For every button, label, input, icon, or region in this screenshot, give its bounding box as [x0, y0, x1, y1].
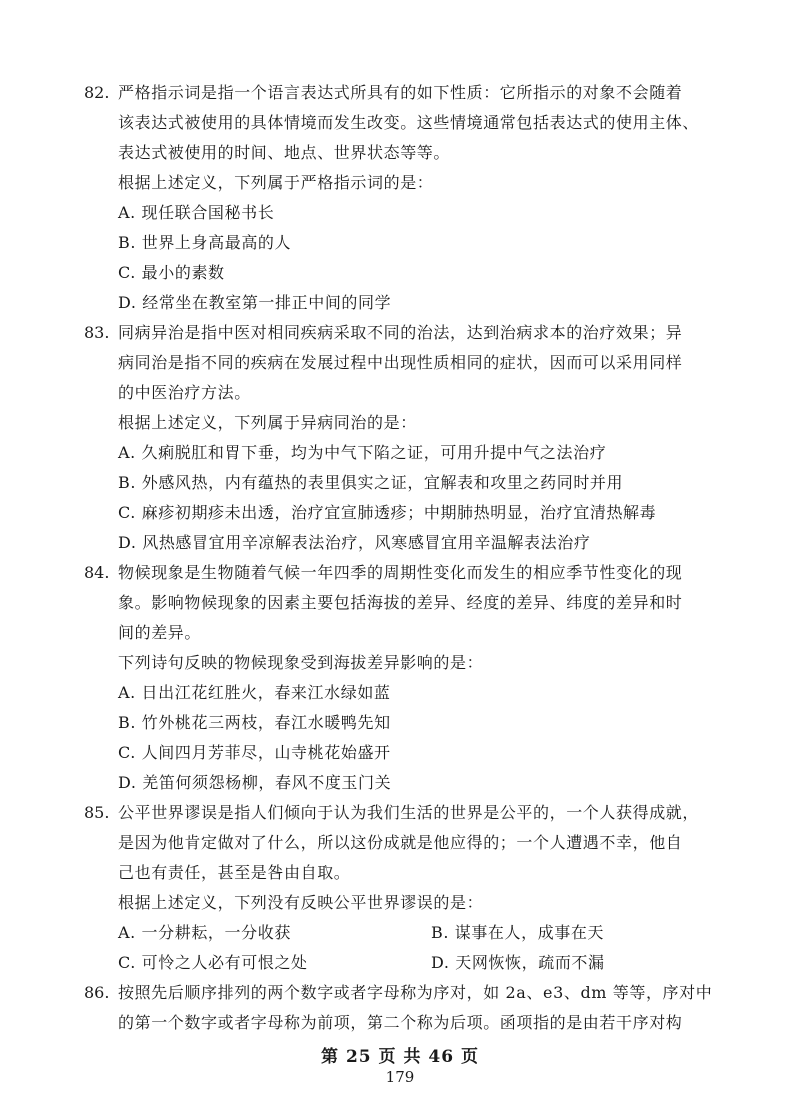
question-82-option-d: D. 经常坐在教室第一排正中间的同学: [118, 293, 392, 312]
question-82-prompt: 根据上述定义，下列属于严格指示词的是：: [118, 173, 434, 192]
question-84-option-b: B. 竹外桃花三两枝，春江水暖鸭先知: [118, 713, 391, 732]
question-83-stem-line-3: 的中医治疗方法。: [118, 383, 251, 402]
question-84-stem-line-2: 象。影响物候现象的因素主要包括海拔的差异、经度的差异、纬度的差异和时: [118, 593, 683, 612]
question-85-stem-line-2: 是因为他肯定做对了什么，所以这份成就是他应得的；一个人遭遇不幸，他自: [118, 833, 683, 852]
question-84-option-c: C. 人间四月芳菲尽，山寺桃花始盛开: [118, 743, 391, 762]
question-83-prompt: 根据上述定义，下列属于异病同治的是：: [118, 413, 417, 432]
question-82-option-b: B. 世界上身高最高的人: [118, 233, 292, 252]
question-85-option-b: B. 谋事在人，成事在天: [431, 923, 605, 942]
question-82-stem-line-2: 该表达式被使用的具体情境而发生改变。这些情境通常包括表达式的使用主体、: [118, 113, 700, 132]
question-84-stem-line-1: 物候现象是生物随着气候一年四季的周期性变化而发生的相应季节性变化的现: [118, 563, 683, 582]
question-83-stem-line-1: 同病异治是指中医对相同疾病采取不同的治法，达到治病求本的治疗效果；异: [118, 323, 683, 342]
question-82-stem-line-1: 严格指示词是指一个语言表达式所具有的如下性质：它所指示的对象不会随着: [118, 83, 683, 102]
question-85-option-a: A. 一分耕耘，一分收获: [118, 923, 291, 942]
question-84-prompt: 下列诗句反映的物候现象受到海拔差异影响的是：: [118, 653, 484, 672]
question-86-stem-line-2: 的第一个数字或者字母称为前项，第二个称为后项。函项指的是由若干序对构: [118, 1013, 683, 1032]
question-85-option-d: D. 天网恢恢，疏而不漏: [431, 953, 605, 972]
question-86-number: 86.: [84, 983, 110, 1002]
question-85-number: 85.: [84, 803, 110, 822]
question-83-option-a: A. 久痢脱肛和胃下垂，均为中气下陷之证，可用升提中气之法治疗: [118, 443, 607, 462]
question-82-option-c: C. 最小的素数: [118, 263, 225, 282]
question-84-stem-line-3: 间的差异。: [118, 623, 202, 642]
question-85-prompt: 根据上述定义，下列没有反映公平世界谬误的是：: [118, 893, 484, 912]
question-82-stem-line-3: 表达式被使用的时间、地点、世界状态等等。: [118, 143, 451, 162]
question-85-option-c: C. 可怜之人必有可恨之处: [118, 953, 308, 972]
question-84-option-d: D. 羌笛何须怨杨柳，春风不度玉门关: [118, 773, 392, 792]
question-83-option-c: C. 麻疹初期疹未出透，治疗宜宣肺透疹；中期肺热明显，治疗宜清热解毒: [118, 503, 657, 522]
page-counter: 第 25 页 共 46 页: [321, 1047, 479, 1067]
question-82-number: 82.: [84, 83, 110, 102]
question-85-stem-line-1: 公平世界谬误是指人们倾向于认为我们生活的世界是公平的，一个人获得成就，: [118, 803, 700, 822]
question-84-number: 84.: [84, 563, 110, 582]
question-84-option-a: A. 日出江花红胜火，春来江水绿如蓝: [118, 683, 391, 702]
question-82-option-a: A. 现任联合国秘书长: [118, 203, 275, 222]
question-83-option-b: B. 外感风热，内有蕴热的表里俱实之证，宜解表和攻里之药同时并用: [118, 473, 624, 492]
question-83-number: 83.: [84, 323, 110, 342]
page-number: 179: [385, 1068, 415, 1086]
question-83-option-d: D. 风热感冒宜用辛凉解表法治疗，风寒感冒宜用辛温解表法治疗: [118, 533, 591, 552]
question-83-stem-line-2: 病同治是指不同的疾病在发展过程中出现性质相同的症状，因而可以采用同样: [118, 353, 683, 372]
question-86-stem-line-1: 按照先后顺序排列的两个数字或者字母称为序对，如 2a、e3、dm 等等，序对中: [118, 983, 713, 1002]
question-85-stem-line-3: 己也有责任，甚至是咎由自取。: [118, 863, 351, 882]
